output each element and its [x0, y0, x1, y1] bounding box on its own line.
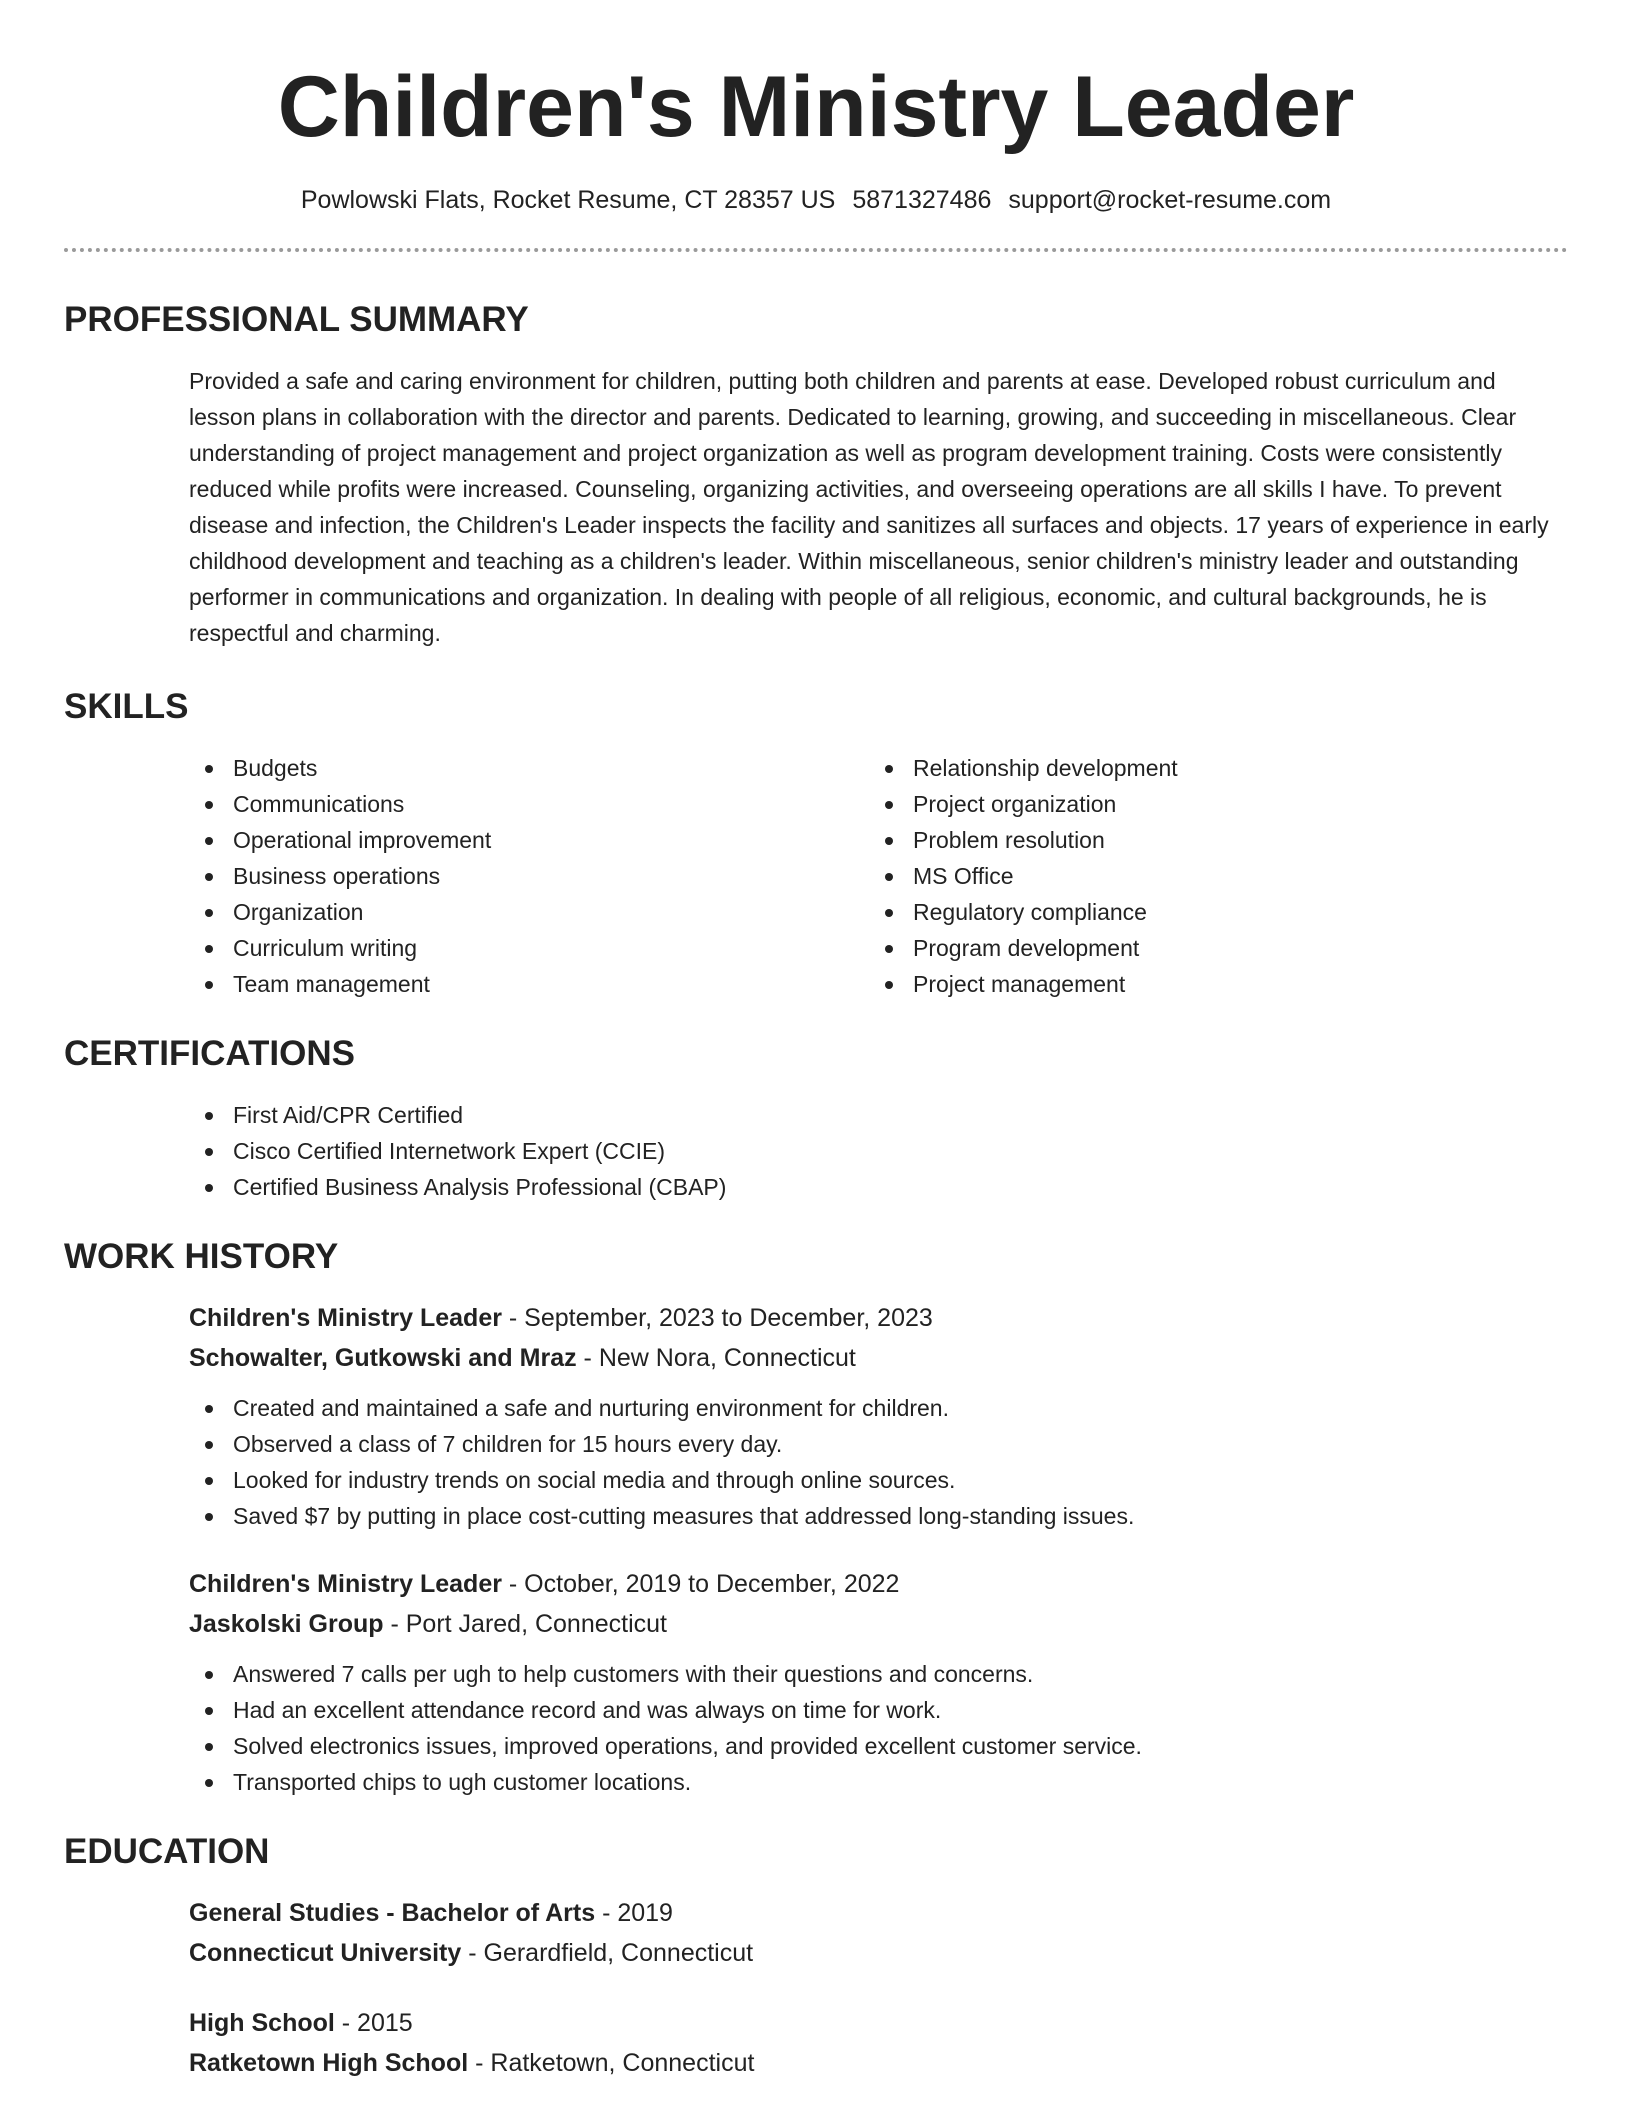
job-title-line: [189, 1298, 1568, 1338]
certifications-section: [64, 1036, 1568, 1205]
education-degree: General Studies - Bachelor of Arts: [189, 1899, 596, 1927]
job-duty: Answered 7 calls per ugh to help customers with their questions and concerns.: [189, 1656, 1568, 1692]
job-duty: Had an excellent attendance record and was always on time for work.: [189, 1692, 1568, 1728]
education-degree-line: [189, 2003, 1568, 2043]
job-company: Schowalter, Gutkowski and Mraz: [189, 1344, 577, 1372]
summary-section: [64, 302, 1568, 651]
education-degree-line: [189, 1893, 1568, 1933]
skill-item: Business operations: [189, 858, 869, 894]
skill-item: Regulatory compliance: [869, 894, 1549, 930]
skill-item: Curriculum writing: [189, 930, 869, 966]
work-history-heading: WORK HISTORY: [64, 1237, 339, 1276]
job-location: - New Nora, Connecticut: [576, 1344, 856, 1372]
job-company: Jaskolski Group: [189, 1610, 384, 1638]
skills-list-left: [189, 750, 869, 1002]
certification-item: Cisco Certified Internetwork Expert (CCIE): [189, 1133, 1568, 1169]
skill-item: Operational improvement: [189, 822, 869, 858]
summary-text: Provided a safe and caring environment for children, putting both children and parents at ease. Developed robust curriculum and lesson plans in collaboration with the director and parents. Dedicated to learning, growing, and succeeding in miscellaneous. Clear understanding of project management and project organization as well as program development training. Costs were consistently reduced while profits were increased. Counseling, organizing activities, and overseeing operations are all skills I have. To prevent disease and infection, the Children's Leader inspects the facility and sanitizes all surfaces and objects. 17 years of experience in early childhood development and teaching as a children's leader. Within miscellaneous, senior children's ministry leader and outstanding performer in communications and organization. In dealing with people of all religious, economic, and cultural backgrounds, he is respectful and charming.: [189, 368, 1549, 646]
education-degree: High School: [189, 2009, 335, 2037]
job-duty: Transported chips to ugh customer locations.: [189, 1764, 1568, 1800]
job-dates: - October, 2019 to December, 2022: [501, 1570, 900, 1598]
job-location: - Port Jared, Connecticut: [383, 1610, 667, 1638]
certification-item: First Aid/CPR Certified: [189, 1097, 1568, 1133]
skill-item: Project management: [869, 966, 1549, 1002]
skills-list-right: [869, 750, 1549, 1002]
certification-item: Certified Business Analysis Professional (CBAP): [189, 1169, 1568, 1205]
education-year: - 2019: [595, 1899, 673, 1927]
work-history-section: [64, 1239, 1568, 1800]
education-location: - Gerardfield, Connecticut: [461, 1939, 754, 1967]
job-duties-list: [189, 1656, 1568, 1800]
summary-heading: PROFESSIONAL SUMMARY: [64, 300, 529, 339]
contact-email: support@rocket-resume.com: [1008, 186, 1332, 214]
skill-item: Relationship development: [869, 750, 1549, 786]
job-duty: Looked for industry trends on social media and through online sources.: [189, 1462, 1568, 1498]
job-entry: [189, 1298, 1568, 1534]
skill-item: Communications: [189, 786, 869, 822]
job-duty: Created and maintained a safe and nurturing environment for children.: [189, 1390, 1568, 1426]
certifications-list: [189, 1097, 1568, 1205]
education-entry: [189, 2003, 1568, 2083]
education-school-line: [189, 2043, 1568, 2083]
education-heading: EDUCATION: [64, 1832, 270, 1871]
contact-phone: 5871327486: [852, 186, 992, 214]
job-entry: [189, 1564, 1568, 1800]
skill-item: Project organization: [869, 786, 1549, 822]
job-duty: Observed a class of 7 children for 15 hours every day.: [189, 1426, 1568, 1462]
skill-item: Problem resolution: [869, 822, 1549, 858]
header-divider: [64, 248, 1568, 252]
job-role: Children's Ministry Leader: [189, 1304, 502, 1332]
skill-item: MS Office: [869, 858, 1549, 894]
candidate-name: Children's Ministry Leader: [277, 59, 1355, 155]
education-location: - Ratketown, Connecticut: [468, 2049, 755, 2077]
education-year: - 2015: [334, 2009, 413, 2037]
skill-item: Organization: [189, 894, 869, 930]
certifications-heading: CERTIFICATIONS: [64, 1034, 356, 1073]
job-company-line: [189, 1604, 1568, 1644]
skill-item: Team management: [189, 966, 869, 1002]
job-role: Children's Ministry Leader: [189, 1570, 502, 1598]
skill-item: Program development: [869, 930, 1549, 966]
job-duty: Saved $7 by putting in place cost-cutting measures that addressed long-standing issues.: [189, 1498, 1568, 1534]
job-title-line: [189, 1564, 1568, 1604]
job-duty: Solved electronics issues, improved operations, and provided excellent customer service.: [189, 1728, 1568, 1764]
job-dates: - September, 2023 to December, 2023: [501, 1304, 933, 1332]
education-school: Ratketown High School: [189, 2049, 469, 2077]
skill-item: Budgets: [189, 750, 869, 786]
skills-section: [64, 689, 1568, 1002]
education-school: Connecticut University: [189, 1939, 462, 1967]
skills-heading: SKILLS: [64, 687, 189, 726]
job-company-line: [189, 1338, 1568, 1378]
education-section: [64, 1834, 1568, 2083]
education-entry: [189, 1893, 1568, 1973]
contact-address: Powlowski Flats, Rocket Resume, CT 28357 US: [300, 186, 836, 214]
contact-line: [64, 186, 1568, 215]
education-school-line: [189, 1933, 1568, 1973]
job-duties-list: [189, 1390, 1568, 1534]
